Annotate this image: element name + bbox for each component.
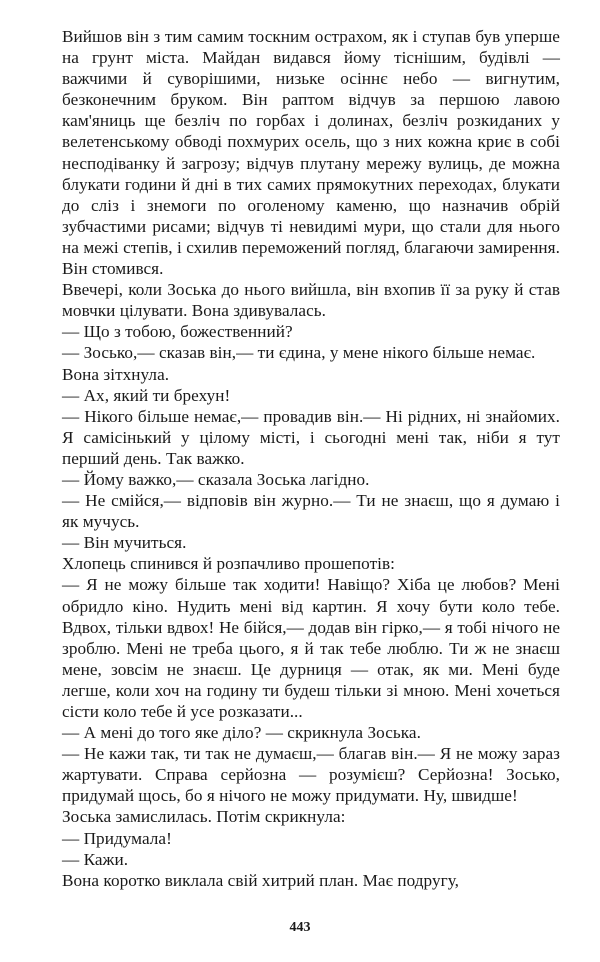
paragraph-17: — Кажи.	[62, 849, 129, 869]
paragraph-18: Вона коротко виклала свій хитрий план. Має подругу,	[62, 870, 459, 890]
paragraph-8: — Йому важко,— сказала Зоська лагідно.	[62, 469, 370, 489]
paragraph-6: — Ах, який ти брехун!	[62, 385, 231, 405]
paragraph-1: Вийшов він з тим самим тоскним острахом, як і ступав був уперше на грунт міста. Майдан видався йому тіснішим, будівлі — важчими й суворішими, низьке осіннє небо — вигнутим, безконечним бруком. Він раптом відчув за першою лавою кам'яниць ще безліч по горбах і долинах, безліч розкиданих у велетенському обводі похмурих осель, що з них кожна криє в собі несподіванку й загрозу; відчув плутану мережу вулиць, де можна блукати години й дні в тих самих прямокутних переходах, блукати до сліз і знемоги по оголеному каменю, що назначив обрій зубчастими рисами; відчув ті невидимі мури, що стали для нього на межі степів, і схилив переможений погляд, благаючи замирення. Він стомився.	[62, 27, 560, 279]
paragraph-9: — Не смійся,— відповів він журно.— Ти не знаєш, що я думаю і як мучусь.	[62, 491, 560, 532]
paragraph-5: Вона зітхнула.	[62, 364, 170, 384]
paragraph-4: — Зосько,— сказав він,— ти єдина, у мене нікого більше немає.	[62, 343, 536, 363]
paragraph-11: Хлопець спинився й розпачливо прошепотів:	[62, 554, 395, 574]
page-number: 443	[289, 920, 311, 935]
paragraph-10: — Він мучиться.	[62, 533, 187, 553]
paragraph-2: Ввечері, коли Зоська до нього вийшла, він вхопив її за руку й став мовчки цілувати. Вона здивувалась.	[62, 280, 560, 321]
paragraph-13: — А мені до того яке діло? — скрикнула Зоська.	[62, 723, 421, 743]
paragraph-15: Зоська замислилась. Потім скрикнула:	[62, 807, 346, 827]
paragraph-3: — Що з тобою, божественний?	[62, 322, 293, 342]
paragraph-14: — Не кажи так, ти так не думаєш,— благав він.— Я не можу зараз жартувати. Справа серйозна — розумієш? Серйозна! Зосько, придумай щось, бо я нічого не можу придумати. Ну, швидше!	[62, 744, 560, 806]
paragraph-12: — Я не можу більше так ходити! Навіщо? Хіба це любов? Мені обридло кіно. Нудить мені від картин. Я хочу бути коло тебе. Вдвох, тільки вдвох! Не бійся,— додав він гірко,— я тобі нічого не зроблю. Мені не треба цього, я й так тебе люблю. Ти ж не знаєш мене, зовсім не знаєш. Це дурниця — отак, як ми. Мені буде легше, коли хоч на годину ти будеш тільки зі мною. Мені хочеться сісти коло тебе й усе розказати...	[62, 575, 560, 721]
paragraph-7: — Нікого більше немає,— провадив він.— Ні рідних, ні знайомих. Я самісінький у цілому місті, і сьогодні мені так, ніби я тут перший день. Так важко.	[62, 406, 560, 468]
page-text	[62, 26, 560, 926]
paragraph-16: — Придумала!	[62, 828, 172, 848]
